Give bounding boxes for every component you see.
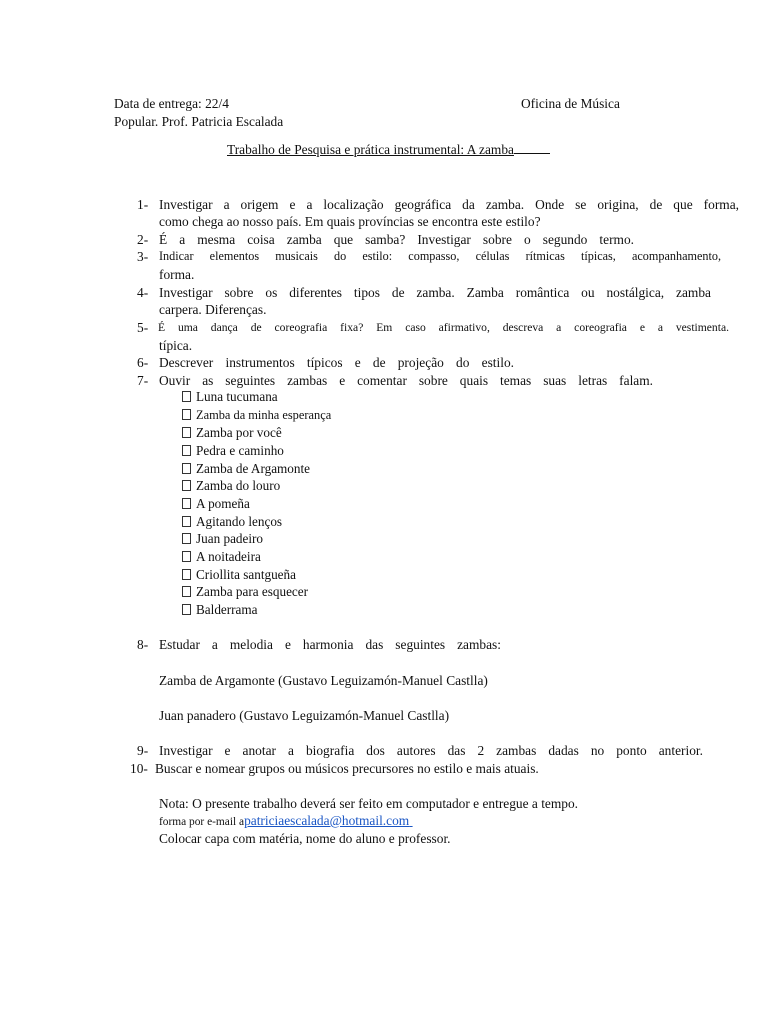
item-number: 1-: [137, 197, 149, 212]
zamba-title: Zamba do louro: [196, 478, 281, 494]
title-text: Trabalho de Pesquisa e prática instrumental: A zamba: [227, 142, 514, 157]
checkbox-bullet-icon: [182, 533, 191, 544]
checkbox-bullet-icon: [182, 463, 191, 474]
item-number: 8-: [137, 637, 149, 652]
note-line-3: Colocar capa com matéria, nome do aluno e professor.: [159, 831, 451, 846]
checkbox-bullet-icon: [182, 427, 191, 438]
checkbox-bullet-icon: [182, 445, 191, 456]
zamba-title: A pomeña: [196, 495, 250, 511]
item-number: 7-: [137, 373, 149, 388]
checkbox-bullet-icon: [182, 391, 191, 402]
zamba-title: Criollita santgueña: [196, 566, 296, 582]
list-item: [182, 442, 331, 460]
checkbox-bullet-icon: [182, 569, 191, 580]
item-5-line-1: É uma dança de coreografia fixa? Em caso afirmativo, descreva a coreografia e a vestimenta.: [158, 321, 729, 334]
title-underline-tail: [514, 142, 550, 154]
item-number: 10-: [130, 761, 148, 776]
item-number: 6-: [137, 355, 149, 370]
item-3-line-2: forma.: [159, 267, 195, 282]
list-item: [182, 388, 331, 406]
checkbox-bullet-icon: [182, 409, 191, 420]
item-6-line-1: Descrever instrumentos típicos e de projeção do estilo.: [159, 355, 514, 370]
checkbox-bullet-icon: [182, 604, 191, 615]
zamba-title: Luna tucumana: [196, 389, 278, 404]
checkbox-bullet-icon: [182, 480, 191, 491]
document-title: [227, 141, 550, 158]
list-item: [182, 406, 331, 425]
item-7-line-1: Ouvir as seguintes zambas e comentar sobre quais temas suas letras falam.: [159, 373, 653, 388]
item-1-line-1: Investigar a origem e a localização geográfica da zamba. Onde se origina, de que forma,: [159, 197, 739, 212]
item-number: 3-: [137, 249, 149, 264]
item-5-line-2: típica.: [159, 338, 193, 353]
checkbox-bullet-icon: [182, 498, 191, 509]
list-item: [182, 460, 331, 478]
due-date: Data de entrega: 22/4: [114, 96, 229, 111]
email-link[interactable]: patriciaescalada@hotmail.com: [244, 813, 410, 828]
list-item: [182, 513, 331, 531]
item-8-text: Estudar a melodia e harmonia das seguintes zambas:: [159, 637, 501, 652]
item-number: 9-: [137, 743, 149, 758]
zamba-title: Zamba por você: [196, 425, 282, 441]
item-number: 2-: [137, 232, 149, 247]
checkbox-bullet-icon: [182, 551, 191, 562]
list-item: [182, 424, 331, 442]
list-item: [182, 566, 331, 584]
note-line-1: Nota: O presente trabalho deverá ser feito em computador e entregue a tempo.: [159, 796, 579, 811]
list-item: [182, 530, 331, 548]
list-item: [182, 548, 331, 566]
checkbox-bullet-icon: [182, 586, 191, 597]
list-item: [182, 495, 331, 513]
item-number: 4-: [137, 285, 149, 300]
list-item: [182, 477, 331, 495]
zamba-title: A noitadeira: [196, 548, 261, 564]
list-item: [182, 583, 331, 601]
course-name: Oficina de Música: [521, 96, 620, 111]
list-item: [182, 601, 331, 619]
zamba-title: Zamba de Argamonte: [196, 460, 311, 476]
course-professor: Popular. Prof. Patricia Escalada: [114, 114, 284, 129]
item-3-line-1: Indicar elementos musicais do estilo: compasso, células rítmicas típicas, acompanhamento,: [159, 249, 721, 263]
email-link-trailing-underline: [409, 813, 412, 828]
item-10-text: Buscar e nomear grupos ou músicos precursores no estilo e mais atuais.: [155, 761, 539, 776]
checkbox-bullet-icon: [182, 516, 191, 527]
item-2-line-1: É a mesma coisa zamba que samba? Investigar sobre o segundo termo.: [159, 232, 634, 247]
note-line-2: [159, 812, 413, 831]
item-number: 5-: [137, 320, 149, 335]
note-email-prefix: forma por e-mail a: [159, 816, 245, 828]
zamba-title: Agitando lenços: [196, 513, 283, 529]
zamba-title: Zamba para esquecer: [196, 584, 309, 600]
item-4-line-2: carpera. Diferenças.: [159, 302, 267, 317]
item-1-line-2: como chega ao nosso país. Em quais províncias se encontra este estilo?: [159, 214, 541, 229]
zamba-title: Pedra e caminho: [196, 442, 284, 458]
zamba-list: [182, 388, 331, 619]
zamba-title: Juan padeiro: [196, 531, 264, 547]
item-4-line-1: Investigar sobre os diferentes tipos de zamba. Zamba romântica ou nostálgica, zamba: [159, 285, 711, 300]
zamba-title: Balderrama: [196, 601, 258, 617]
song-2: Juan panadero (Gustavo Leguizamón-Manuel Castlla): [159, 708, 450, 723]
song-1: Zamba de Argamonte (Gustavo Leguizamón-Manuel Castlla): [159, 673, 488, 688]
zamba-title: Zamba da minha esperança: [196, 407, 332, 422]
item-9-text: Investigar e anotar a biografia dos autores das 2 zambas dadas no ponto anterior.: [159, 743, 703, 758]
